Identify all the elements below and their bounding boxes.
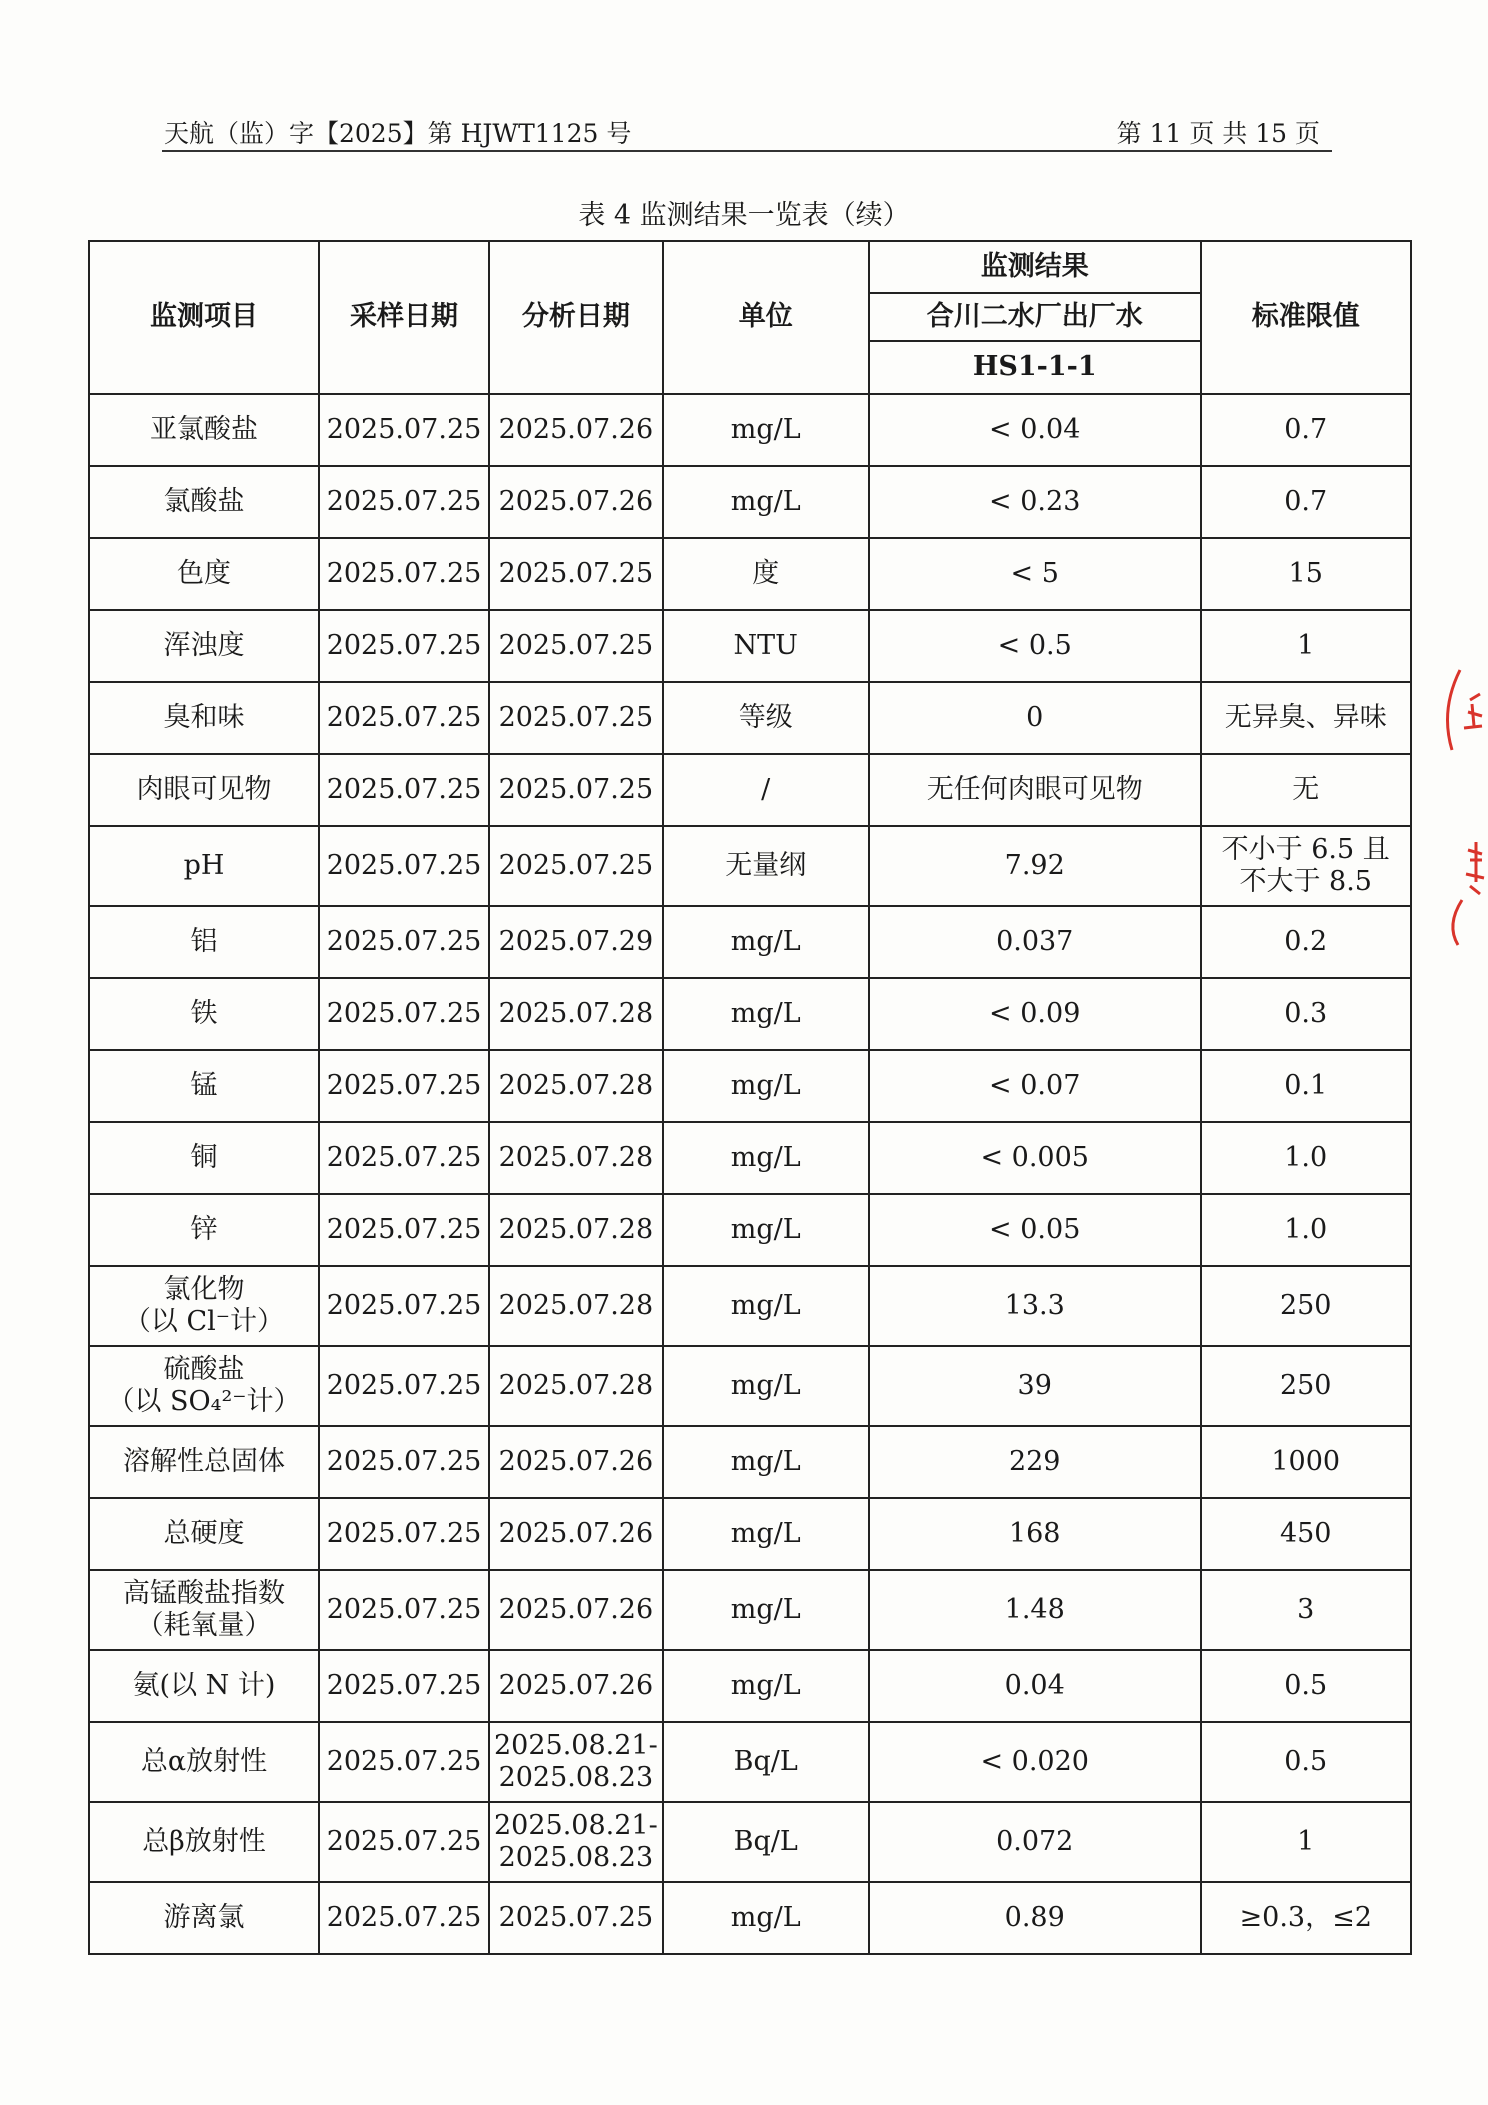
cell-unit-text: mg/L: [730, 1517, 801, 1549]
cell-sample-date-text: 2025.07.25: [326, 925, 482, 957]
cell-unit-text: Bq/L: [733, 1825, 798, 1857]
cell-sample-date: [319, 1194, 489, 1266]
cell-analysis-date-text: 2025.07.25: [498, 701, 654, 733]
cell-unit-text: 无量纲: [725, 849, 807, 881]
cell-analysis-date-text: 2025.07.28: [498, 1141, 654, 1173]
cell-sample-date-text: 2025.07.25: [326, 849, 482, 881]
table-row: [89, 1426, 1411, 1498]
cell-limit: [1201, 1802, 1411, 1882]
cell-sample-date: [319, 1050, 489, 1122]
cell-result-text: 1.48: [1004, 1593, 1065, 1625]
cell-limit: [1201, 1050, 1411, 1122]
cell-sample-date: [319, 1498, 489, 1570]
cell-sample-date: [319, 1802, 489, 1882]
cell-result-text: 7.92: [1004, 849, 1065, 881]
cell-analysis-date-text: 2025.07.26: [498, 1445, 654, 1477]
table-row: [89, 754, 1411, 826]
cell-item: [89, 394, 319, 466]
cell-analysis-date: [489, 1498, 663, 1570]
cell-limit: [1201, 1882, 1411, 1954]
header-location: 合川二水厂出厂水: [869, 293, 1201, 341]
cell-result: [869, 1346, 1201, 1426]
cell-item: [89, 1882, 319, 1954]
table-caption: 表 4 监测结果一览表（续）: [578, 200, 910, 231]
cell-item: [89, 978, 319, 1050]
cell-analysis-date: [489, 754, 663, 826]
cell-result-text: 168: [1008, 1517, 1061, 1549]
cell-result-text: 0.072: [996, 1825, 1074, 1857]
cell-limit-text: 0.7: [1284, 413, 1328, 445]
cell-analysis-date: [489, 978, 663, 1050]
cell-sample-date-text: 2025.07.25: [326, 413, 482, 445]
page-indicator: 第 11 页 共 15 页: [1116, 119, 1320, 148]
cell-sample-date: [319, 1122, 489, 1194]
cell-result-text: < 0.04: [989, 413, 1081, 445]
cell-limit: [1201, 1722, 1411, 1802]
cell-analysis-date-text: 2025.07.28: [498, 997, 654, 1029]
cell-unit-text: mg/L: [730, 1901, 801, 1933]
cell-item-text-line2: （耗氧量）: [136, 1610, 272, 1641]
cell-analysis-date-text: 2025.07.26: [498, 1593, 654, 1625]
table-row: [89, 1346, 1411, 1426]
table-row: [89, 466, 1411, 538]
cell-unit: [663, 1266, 869, 1346]
cell-sample-date-text: 2025.07.25: [326, 557, 482, 589]
cell-item-text: 亚氯酸盐: [150, 413, 258, 445]
cell-unit-text: 等级: [738, 701, 793, 733]
cell-analysis-date: [489, 1802, 663, 1882]
cell-limit-text: 1: [1297, 1825, 1315, 1857]
cell-sample-date-text: 2025.07.25: [326, 1901, 482, 1933]
cell-unit-text: Bq/L: [733, 1745, 798, 1777]
cell-sample-date: [319, 1426, 489, 1498]
cell-analysis-date-text: 2025.07.28: [498, 1289, 654, 1321]
cell-sample-date: [319, 754, 489, 826]
cell-sample-date-text: 2025.07.25: [326, 1593, 482, 1625]
cell-limit-text-line2: 不大于 8.5: [1239, 866, 1372, 897]
header-sample-date: 采样日期: [319, 241, 489, 394]
cell-item: [89, 1650, 319, 1722]
cell-analysis-date: [489, 538, 663, 610]
cell-item-text: 肉眼可见物: [136, 773, 272, 805]
cell-result: [869, 1050, 1201, 1122]
table-row: [89, 1802, 1411, 1882]
cell-item: [89, 466, 319, 538]
cell-result: [869, 1498, 1201, 1570]
cell-limit-text: 不小于 6.5 且: [1221, 833, 1390, 865]
cell-sample-date: [319, 538, 489, 610]
cell-result: [869, 682, 1201, 754]
cell-item-text: 铁: [190, 997, 218, 1029]
header-sample-code: HS1-1-1: [869, 341, 1201, 394]
cell-result-text: < 0.020: [980, 1745, 1089, 1777]
cell-result-text: 0.037: [996, 925, 1074, 957]
cell-analysis-date-text: 2025.07.25: [498, 629, 654, 661]
cell-sample-date: [319, 610, 489, 682]
cell-unit: [663, 826, 869, 906]
cell-unit: [663, 1882, 869, 1954]
cell-item: [89, 906, 319, 978]
cell-unit: [663, 538, 869, 610]
cell-result-text: < 0.005: [980, 1141, 1089, 1173]
cell-limit-text: 0.5: [1284, 1669, 1328, 1701]
page-header: [162, 112, 1332, 152]
cell-limit-text: 250: [1279, 1369, 1332, 1401]
cell-unit: [663, 1650, 869, 1722]
cell-item-text: 硫酸盐: [163, 1353, 245, 1385]
cell-limit-text: 1.0: [1284, 1213, 1328, 1245]
cell-analysis-date: [489, 826, 663, 906]
cell-analysis-date-text: 2025.07.26: [498, 1669, 654, 1701]
cell-sample-date-text: 2025.07.25: [326, 1289, 482, 1321]
cell-analysis-date-text-line2: 2025.08.23: [498, 1762, 654, 1793]
cell-unit: [663, 1346, 869, 1426]
cell-unit: [663, 978, 869, 1050]
cell-limit: [1201, 394, 1411, 466]
cell-analysis-date-text: 2025.07.25: [498, 773, 654, 805]
cell-item: [89, 1266, 319, 1346]
cell-result: [869, 1266, 1201, 1346]
cell-sample-date: [319, 394, 489, 466]
cell-analysis-date-text: 2025.07.26: [498, 485, 654, 517]
cell-item-text: 铜: [190, 1141, 218, 1173]
cell-sample-date-text: 2025.07.25: [326, 997, 482, 1029]
cell-item: [89, 826, 319, 906]
cell-result-text: 39: [1017, 1369, 1052, 1401]
cell-analysis-date: [489, 1570, 663, 1650]
cell-unit-text: mg/L: [730, 925, 801, 957]
cell-analysis-date-text: 2025.07.25: [498, 557, 654, 589]
cell-limit: [1201, 906, 1411, 978]
cell-item-text-line2: （以 SO₄²⁻计）: [107, 1386, 301, 1417]
cell-analysis-date: [489, 1650, 663, 1722]
cell-item-text: 锌: [190, 1213, 218, 1245]
cell-item-text: 锰: [190, 1069, 218, 1101]
cell-item: [89, 1498, 319, 1570]
table-row: [89, 826, 1411, 906]
cell-result-text: 0.89: [1004, 1901, 1065, 1933]
cell-limit: [1201, 1426, 1411, 1498]
cell-item: [89, 610, 319, 682]
table-row: [89, 610, 1411, 682]
cell-limit-text: 250: [1279, 1289, 1332, 1321]
cell-unit-text: mg/L: [730, 1213, 801, 1245]
cell-limit-text: 1.0: [1284, 1141, 1328, 1173]
cell-unit: [663, 1050, 869, 1122]
cell-limit: [1201, 1266, 1411, 1346]
cell-unit: [663, 682, 869, 754]
cell-item-text: 氯酸盐: [163, 485, 245, 517]
cell-item-text: 色度: [177, 557, 231, 589]
cell-sample-date: [319, 1882, 489, 1954]
cell-analysis-date-text: 2025.07.29: [498, 925, 654, 957]
table-row: [89, 906, 1411, 978]
header-result: 监测结果: [869, 241, 1201, 293]
cell-analysis-date-text: 2025.07.28: [498, 1069, 654, 1101]
cell-result: [869, 538, 1201, 610]
document-number: 天航（监）字【2025】第 HJWT1125 号: [164, 119, 632, 148]
cell-analysis-date: [489, 466, 663, 538]
cell-unit-text: mg/L: [730, 1141, 801, 1173]
cell-limit-text: 15: [1288, 557, 1323, 589]
cell-unit-text: mg/L: [730, 997, 801, 1029]
cell-sample-date: [319, 1570, 489, 1650]
table-row: [89, 1570, 1411, 1650]
cell-sample-date-text: 2025.07.25: [326, 1669, 482, 1701]
cell-unit-text: /: [761, 773, 771, 805]
cell-result-text: < 5: [1010, 557, 1059, 589]
cell-result-text: < 0.07: [989, 1069, 1081, 1101]
cell-analysis-date: [489, 1426, 663, 1498]
cell-limit: [1201, 1498, 1411, 1570]
cell-limit: [1201, 1194, 1411, 1266]
cell-limit: [1201, 466, 1411, 538]
cell-limit-text: 0.2: [1284, 925, 1328, 957]
cell-item: [89, 538, 319, 610]
cell-item: [89, 682, 319, 754]
cell-unit: [663, 1426, 869, 1498]
cell-analysis-date-text: 2025.07.26: [498, 413, 654, 445]
cell-limit-text: ≥0.3，≤2: [1239, 1901, 1372, 1933]
cell-limit-text: 1: [1297, 629, 1315, 661]
cell-result-text: < 0.09: [989, 997, 1081, 1029]
cell-unit-text: NTU: [733, 629, 798, 661]
cell-item-text: 臭和味: [163, 701, 245, 733]
cell-item-text: pH: [183, 849, 225, 881]
cell-result: [869, 1194, 1201, 1266]
cell-limit-text: 无异臭、异味: [1224, 701, 1387, 733]
cell-result-text: 0.04: [1004, 1669, 1065, 1701]
table-row: [89, 1194, 1411, 1266]
cell-limit: [1201, 826, 1411, 906]
cell-analysis-date-text-line2: 2025.08.23: [498, 1842, 654, 1873]
cell-sample-date-text: 2025.07.25: [326, 1369, 482, 1401]
cell-result: [869, 466, 1201, 538]
cell-sample-date-text: 2025.07.25: [326, 629, 482, 661]
cell-analysis-date-text: 2025.08.21-: [494, 1729, 658, 1761]
cell-sample-date: [319, 1266, 489, 1346]
cell-result: [869, 394, 1201, 466]
table-row: [89, 1498, 1411, 1570]
cell-unit-text: mg/L: [730, 1445, 801, 1477]
cell-analysis-date: [489, 1122, 663, 1194]
cell-sample-date-text: 2025.07.25: [326, 1517, 482, 1549]
cell-item-text-line2: （以 Cl⁻计）: [123, 1306, 285, 1337]
cell-unit: [663, 754, 869, 826]
cell-unit-text: mg/L: [730, 1669, 801, 1701]
cell-limit-text: 0.3: [1284, 997, 1328, 1029]
cell-result: [869, 978, 1201, 1050]
cell-sample-date-text: 2025.07.25: [326, 701, 482, 733]
cell-analysis-date-text: 2025.07.28: [498, 1213, 654, 1245]
cell-unit-text: mg/L: [730, 485, 801, 517]
cell-analysis-date: [489, 1346, 663, 1426]
table-row: [89, 538, 1411, 610]
cell-item-text: 氨(以 N 计): [132, 1669, 276, 1701]
cell-result: [869, 1722, 1201, 1802]
table-row: [89, 1050, 1411, 1122]
table-row: [89, 978, 1411, 1050]
cell-analysis-date-text: 2025.07.28: [498, 1369, 654, 1401]
cell-result-text: < 0.05: [989, 1213, 1081, 1245]
cell-unit: [663, 1498, 869, 1570]
cell-item: [89, 1050, 319, 1122]
cell-unit-text: mg/L: [730, 1593, 801, 1625]
cell-analysis-date: [489, 1050, 663, 1122]
cell-limit-text: 450: [1279, 1517, 1332, 1549]
cell-unit-text: mg/L: [730, 1369, 801, 1401]
cell-sample-date: [319, 466, 489, 538]
cell-limit-text: 3: [1297, 1593, 1315, 1625]
cell-limit-text: 0.1: [1284, 1069, 1328, 1101]
cell-result: [869, 826, 1201, 906]
cell-limit-text: 0.5: [1284, 1745, 1328, 1777]
cell-limit: [1201, 978, 1411, 1050]
cell-limit: [1201, 754, 1411, 826]
cell-sample-date-text: 2025.07.25: [326, 485, 482, 517]
cell-limit: [1201, 1346, 1411, 1426]
table-row: [89, 394, 1411, 466]
cell-limit-text: 1000: [1271, 1445, 1341, 1477]
cell-item-text: 总β放射性: [142, 1825, 266, 1857]
cell-limit: [1201, 538, 1411, 610]
cell-unit: [663, 906, 869, 978]
cell-unit: [663, 1570, 869, 1650]
header-unit: 单位: [663, 241, 869, 394]
cell-result: [869, 1802, 1201, 1882]
cell-item: [89, 1346, 319, 1426]
cell-unit-text: mg/L: [730, 413, 801, 445]
cell-result-text: 无任何肉眼可见物: [926, 773, 1143, 805]
cell-limit: [1201, 1570, 1411, 1650]
cell-limit: [1201, 682, 1411, 754]
cell-result: [869, 610, 1201, 682]
cell-result: [869, 1882, 1201, 1954]
cell-item-text: 总α放射性: [140, 1745, 268, 1777]
cell-limit-text: 无: [1292, 773, 1320, 805]
cell-result-text: 13.3: [1004, 1289, 1065, 1321]
cell-unit: [663, 1722, 869, 1802]
cell-item-text: 浑浊度: [163, 629, 245, 661]
cell-result-text: < 0.23: [989, 485, 1081, 517]
cell-analysis-date: [489, 1882, 663, 1954]
cell-result: [869, 1650, 1201, 1722]
cell-item-text: 高锰酸盐指数: [123, 1577, 285, 1609]
cell-limit: [1201, 1650, 1411, 1722]
cell-unit: [663, 610, 869, 682]
cell-analysis-date: [489, 682, 663, 754]
cell-analysis-date-text: 2025.08.21-: [494, 1809, 658, 1841]
cell-sample-date-text: 2025.07.25: [326, 1213, 482, 1245]
red-stamp-seal: [1440, 660, 1488, 950]
cell-unit-text: mg/L: [730, 1069, 801, 1101]
cell-unit: [663, 1802, 869, 1882]
cell-sample-date-text: 2025.07.25: [326, 773, 482, 805]
table-row: [89, 1650, 1411, 1722]
results-table: [88, 240, 1412, 1955]
cell-result-text: 229: [1008, 1445, 1061, 1477]
cell-result-text: < 0.5: [997, 629, 1072, 661]
table-row: [89, 1122, 1411, 1194]
cell-analysis-date-text: 2025.07.25: [498, 849, 654, 881]
cell-item: [89, 1802, 319, 1882]
table-row: [89, 682, 1411, 754]
cell-sample-date: [319, 682, 489, 754]
header-limit: 标准限值: [1201, 241, 1411, 394]
cell-item-text: 总硬度: [163, 1517, 245, 1549]
cell-result: [869, 1570, 1201, 1650]
cell-sample-date-text: 2025.07.25: [326, 1745, 482, 1777]
cell-unit: [663, 466, 869, 538]
cell-unit: [663, 1194, 869, 1266]
cell-limit-text: 0.7: [1284, 485, 1328, 517]
cell-analysis-date: [489, 1722, 663, 1802]
cell-analysis-date-text: 2025.07.26: [498, 1517, 654, 1549]
cell-sample-date-text: 2025.07.25: [326, 1825, 482, 1857]
cell-item-text: 铝: [190, 925, 218, 957]
header-item: 监测项目: [89, 241, 319, 394]
cell-item: [89, 1122, 319, 1194]
cell-unit: [663, 1122, 869, 1194]
cell-item-text: 溶解性总固体: [123, 1445, 285, 1477]
cell-analysis-date: [489, 394, 663, 466]
cell-item: [89, 1194, 319, 1266]
cell-result-text: 0: [1026, 701, 1044, 733]
cell-result: [869, 906, 1201, 978]
cell-result: [869, 754, 1201, 826]
cell-sample-date-text: 2025.07.25: [326, 1069, 482, 1101]
cell-sample-date: [319, 826, 489, 906]
cell-result: [869, 1122, 1201, 1194]
cell-sample-date: [319, 1650, 489, 1722]
table-row: [89, 1722, 1411, 1802]
cell-item-text: 游离氯: [163, 1901, 245, 1933]
cell-item: [89, 1570, 319, 1650]
cell-limit: [1201, 610, 1411, 682]
cell-sample-date-text: 2025.07.25: [326, 1141, 482, 1173]
cell-result: [869, 1426, 1201, 1498]
cell-analysis-date: [489, 610, 663, 682]
cell-sample-date: [319, 1346, 489, 1426]
cell-item: [89, 1426, 319, 1498]
cell-analysis-date: [489, 906, 663, 978]
cell-sample-date: [319, 1722, 489, 1802]
table-row: [89, 1266, 1411, 1346]
cell-unit: [663, 394, 869, 466]
cell-unit-text: 度: [752, 557, 780, 589]
cell-limit: [1201, 1122, 1411, 1194]
cell-sample-date: [319, 906, 489, 978]
cell-analysis-date: [489, 1194, 663, 1266]
table-row: [89, 1882, 1411, 1954]
cell-item: [89, 1722, 319, 1802]
cell-unit-text: mg/L: [730, 1289, 801, 1321]
cell-analysis-date-text: 2025.07.25: [498, 1901, 654, 1933]
cell-item: [89, 754, 319, 826]
cell-sample-date: [319, 978, 489, 1050]
cell-sample-date-text: 2025.07.25: [326, 1445, 482, 1477]
header-analysis-date: 分析日期: [489, 241, 663, 394]
cell-analysis-date: [489, 1266, 663, 1346]
cell-item-text: 氯化物: [163, 1273, 245, 1305]
